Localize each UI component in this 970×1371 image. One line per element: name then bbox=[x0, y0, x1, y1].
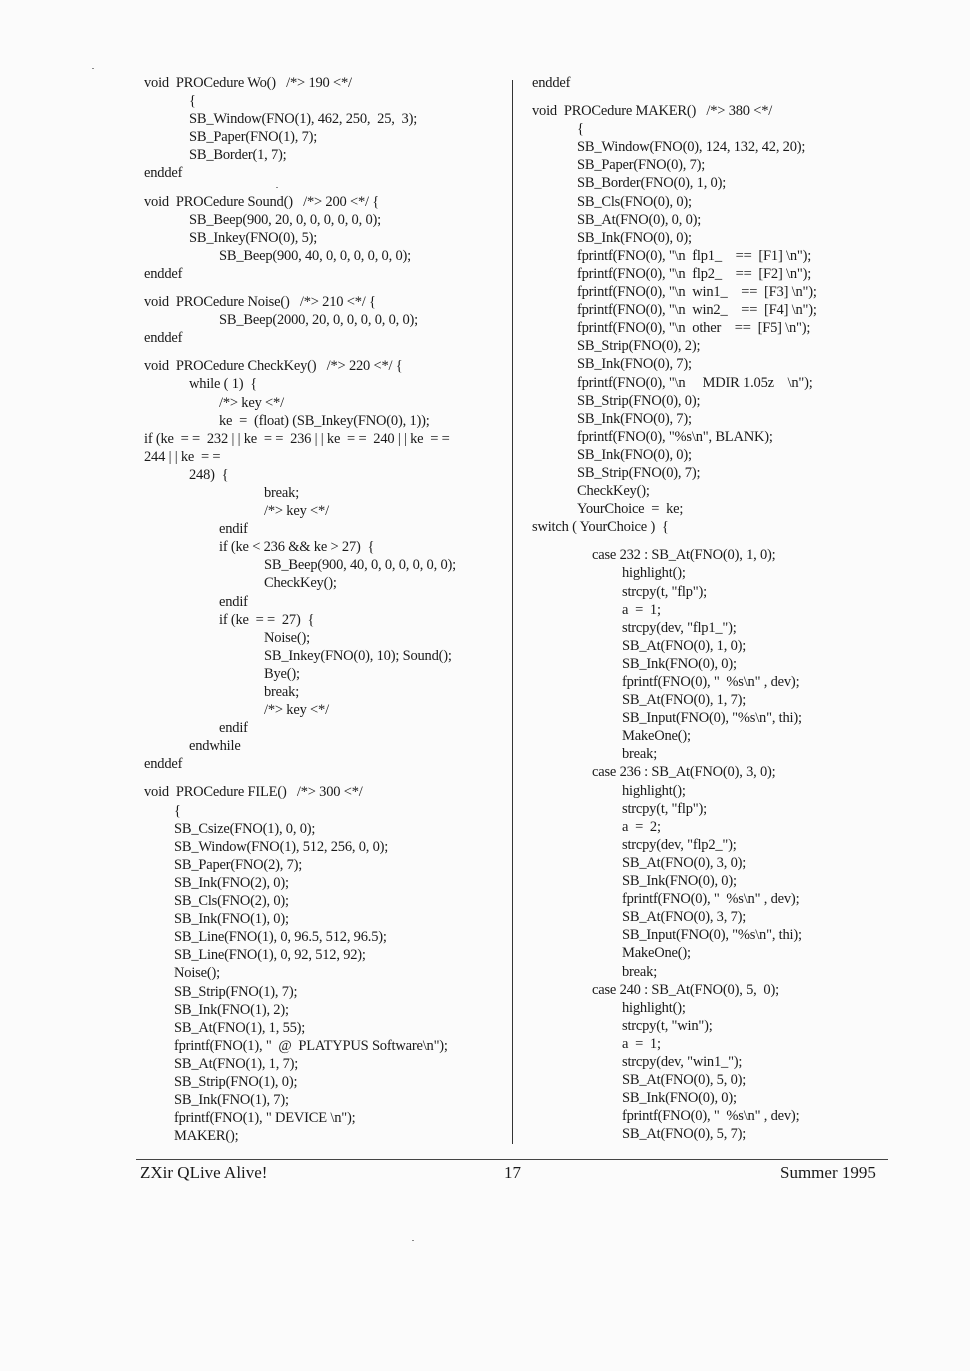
column-divider bbox=[512, 80, 513, 1144]
code-line: SB_Paper(FNO(1), 7); bbox=[189, 129, 318, 146]
code-line: SB_At(FNO(0), 5, 7); bbox=[622, 1126, 747, 1143]
code-line: CheckKey(); bbox=[577, 483, 650, 500]
code-line: SB_At(FNO(0), 1, 7); bbox=[622, 692, 747, 709]
code-line: enddef bbox=[144, 756, 183, 773]
code-line: /*> key <*/ bbox=[264, 503, 329, 520]
code-line: SB_Ink(FNO(0), 7); bbox=[577, 410, 692, 427]
code-line: strcpy(dev, "win1_"); bbox=[622, 1053, 743, 1070]
code-line: SB_At(FNO(1), 1, 55); bbox=[174, 1019, 306, 1036]
code-line: SB_Ink(FNO(2), 0); bbox=[174, 874, 289, 891]
code-line: void PROCedure MAKER() /*> 380 <*/ bbox=[532, 103, 773, 120]
line-gap bbox=[144, 773, 504, 783]
code-line: while ( 1) { bbox=[189, 376, 257, 393]
code-line: 248) { bbox=[189, 466, 229, 483]
code-line: /*> key <*/ bbox=[264, 702, 329, 719]
footer-publication: ZXir QLive Alive! bbox=[140, 1163, 268, 1182]
code-line: { bbox=[189, 93, 196, 110]
code-line: SB_At(FNO(0), 3, 0); bbox=[622, 854, 747, 871]
code-column-right bbox=[532, 74, 952, 1143]
code-line: break; bbox=[622, 963, 658, 980]
code-line: SB_Strip(FNO(0), 2); bbox=[577, 338, 701, 355]
code-line: fprintf(FNO(0), "\n flp1_ == [F1] \n"); bbox=[577, 247, 812, 264]
code-line: SB_Window(FNO(1), 512, 256, 0, 0); bbox=[174, 838, 389, 855]
footer-rule bbox=[136, 1159, 888, 1160]
code-line: SB_Window(FNO(0), 124, 132, 42, 20); bbox=[577, 139, 806, 156]
code-line: SB_Cls(FNO(0), 0); bbox=[577, 193, 692, 210]
code-line: SB_Paper(FNO(0), 7); bbox=[577, 157, 706, 174]
code-line: enddef bbox=[144, 330, 183, 347]
code-line: SB_Beep(2000, 20, 0, 0, 0, 0, 0, 0); bbox=[219, 312, 419, 329]
code-line: if (ke < 236 && ke > 27) { bbox=[219, 539, 375, 556]
code-line: SB_Border(1, 7); bbox=[189, 147, 287, 164]
code-line: highlight(); bbox=[622, 782, 686, 799]
code-line: SB_Ink(FNO(0), 0); bbox=[622, 1090, 737, 1107]
code-line: SB_Border(FNO(0), 1, 0); bbox=[577, 175, 727, 192]
code-line: SB_Beep(900, 40, 0, 0, 0, 0, 0, 0); bbox=[219, 247, 411, 264]
scan-speck bbox=[92, 68, 94, 69]
code-line: strcpy(dev, "flp2_"); bbox=[622, 836, 737, 853]
code-line: SB_Ink(FNO(1), 2); bbox=[174, 1001, 289, 1018]
code-column-left bbox=[144, 74, 504, 1145]
code-line: SB_Csize(FNO(1), 0, 0); bbox=[174, 820, 316, 837]
code-line: SB_Strip(FNO(0), 7); bbox=[577, 464, 701, 481]
code-line: endwhile bbox=[189, 738, 241, 755]
code-line: SB_Ink(FNO(0), 7); bbox=[577, 356, 692, 373]
code-line: void PROCedure Wo() /*> 190 <*/ bbox=[144, 75, 352, 91]
code-line: endif bbox=[219, 593, 248, 610]
code-line: SB_At(FNO(0), 1, 0); bbox=[622, 637, 747, 654]
code-line: fprintf(FNO(1), " DEVICE \n"); bbox=[174, 1110, 356, 1127]
code-line: strcpy(dev, "flp1_"); bbox=[622, 619, 737, 636]
code-line: fprintf(FNO(0), "\n win1_ == [F3] \n"); bbox=[577, 284, 817, 301]
code-line: { bbox=[174, 802, 181, 819]
code-line: SB_Cls(FNO(2), 0); bbox=[174, 893, 289, 910]
code-line: SB_At(FNO(0), 3, 7); bbox=[622, 909, 747, 926]
code-line: case 232 : SB_At(FNO(0), 1, 0); bbox=[592, 547, 776, 564]
code-line: SB_Ink(FNO(1), 7); bbox=[174, 1092, 289, 1109]
code-line: break; bbox=[264, 684, 300, 700]
code-line: SB_Inkey(FNO(0), 10); Sound(); bbox=[264, 647, 452, 664]
line-gap bbox=[144, 183, 504, 193]
line-gap bbox=[532, 92, 952, 102]
code-line: void PROCedure CheckKey() /*> 220 <*/ { bbox=[144, 358, 403, 375]
code-line: highlight(); bbox=[622, 565, 686, 582]
code-line: break; bbox=[264, 484, 300, 501]
code-line: case 240 : SB_At(FNO(0), 5, 0); bbox=[592, 981, 779, 998]
line-gap bbox=[532, 536, 952, 546]
code-line: SB_Ink(FNO(0), 0); bbox=[622, 873, 737, 890]
code-line: fprintf(FNO(0), "\n win2_ == [F4] \n"); bbox=[577, 302, 817, 319]
code-line: break; bbox=[622, 746, 658, 763]
code-line: fprintf(FNO(0), " %s\n" , dev); bbox=[622, 891, 800, 908]
code-line: fprintf(FNO(0), "%s\n", BLANK); bbox=[577, 428, 773, 445]
code-line: switch ( YourChoice ) { bbox=[532, 519, 669, 536]
code-line: a = 2; bbox=[622, 818, 661, 835]
code-line: SB_Line(FNO(1), 0, 92, 512, 92); bbox=[174, 947, 366, 964]
code-line: case 236 : SB_At(FNO(0), 3, 0); bbox=[592, 764, 776, 781]
code-line: void PROCedure Noise() /*> 210 <*/ { bbox=[144, 294, 376, 311]
code-line: highlight(); bbox=[622, 999, 686, 1016]
code-line: SB_Input(FNO(0), "%s\n", thi); bbox=[622, 927, 802, 944]
code-line: SB_Line(FNO(1), 0, 96.5, 512, 96.5); bbox=[174, 929, 387, 946]
code-line: SB_Ink(FNO(1), 0); bbox=[174, 911, 289, 928]
code-line: strcpy(t, "flp"); bbox=[622, 800, 707, 817]
code-line: if (ke = = 232 | | ke = = 236 | | ke = = 240 | | ke = = bbox=[144, 430, 450, 447]
code-line: MakeOne(); bbox=[622, 945, 691, 962]
code-line: if (ke = = 27) { bbox=[219, 611, 315, 628]
scan-speck bbox=[412, 1240, 414, 1241]
code-line: MAKER(); bbox=[174, 1128, 239, 1145]
code-line: SB_At(FNO(0), 0, 0); bbox=[577, 211, 702, 228]
code-line: SB_Window(FNO(1), 462, 250, 25, 3); bbox=[189, 111, 418, 128]
code-line: SB_Beep(900, 40, 0, 0, 0, 0, 0, 0); bbox=[264, 557, 456, 574]
code-line: SB_Ink(FNO(0), 0); bbox=[622, 655, 737, 672]
line-gap bbox=[144, 347, 504, 357]
code-line: Noise(); bbox=[264, 629, 310, 646]
code-line: YourChoice = ke; bbox=[577, 501, 684, 518]
code-line: enddef bbox=[532, 75, 571, 91]
code-line: SB_Input(FNO(0), "%s\n", thi); bbox=[622, 710, 802, 727]
footer-page-number: 17 bbox=[504, 1163, 521, 1182]
code-line: a = 1; bbox=[622, 601, 661, 618]
code-line: fprintf(FNO(0), " %s\n" , dev); bbox=[622, 1108, 800, 1125]
code-line: SB_Strip(FNO(1), 7); bbox=[174, 983, 298, 1000]
code-line: SB_Ink(FNO(0), 0); bbox=[577, 229, 692, 246]
code-line: SB_Beep(900, 20, 0, 0, 0, 0, 0, 0); bbox=[189, 211, 381, 228]
code-line: 244 | | ke = = bbox=[144, 448, 221, 465]
code-line: SB_At(FNO(0), 5, 0); bbox=[622, 1072, 747, 1089]
code-line: Noise(); bbox=[174, 965, 220, 982]
code-line: SB_Paper(FNO(2), 7); bbox=[174, 856, 303, 873]
code-line: SB_Inkey(FNO(0), 5); bbox=[189, 229, 318, 246]
code-line: strcpy(t, "flp"); bbox=[622, 583, 707, 600]
code-line: SB_Strip(FNO(1), 0); bbox=[174, 1073, 298, 1090]
code-line: strcpy(t, "win"); bbox=[622, 1017, 713, 1034]
code-line: MakeOne(); bbox=[622, 728, 691, 745]
code-line: enddef bbox=[144, 165, 183, 182]
code-line: Bye(); bbox=[264, 665, 300, 682]
code-line: a = 1; bbox=[622, 1035, 661, 1052]
code-line: endif bbox=[219, 720, 248, 737]
code-line: /*> key <*/ bbox=[219, 394, 284, 411]
code-line: fprintf(FNO(0), " %s\n" , dev); bbox=[622, 674, 800, 690]
code-line: void PROCedure Sound() /*> 200 <*/ { bbox=[144, 193, 380, 210]
code-line: void PROCedure FILE() /*> 300 <*/ bbox=[144, 784, 363, 801]
code-line: CheckKey(); bbox=[264, 575, 337, 592]
code-line: SB_Ink(FNO(0), 0); bbox=[577, 446, 692, 463]
line-gap bbox=[144, 283, 504, 293]
code-line: enddef bbox=[144, 265, 183, 282]
code-line: SB_Strip(FNO(0), 0); bbox=[577, 392, 701, 409]
code-line: SB_At(FNO(1), 1, 7); bbox=[174, 1055, 299, 1072]
code-line: fprintf(FNO(0), "\n MDIR 1.05z \n"); bbox=[577, 374, 813, 391]
code-line: fprintf(FNO(0), "\n flp2_ == [F2] \n"); bbox=[577, 265, 812, 282]
code-line: ke = (float) (SB_Inkey(FNO(0), 1)); bbox=[219, 412, 430, 429]
code-line: endif bbox=[219, 521, 248, 538]
code-line: fprintf(FNO(0), "\n other == [F5] \n"); bbox=[577, 320, 811, 337]
code-line: fprintf(FNO(1), " @ PLATYPUS Software\n"); bbox=[174, 1037, 448, 1054]
code-line: { bbox=[577, 121, 584, 138]
footer-issue: Summer 1995 bbox=[780, 1163, 876, 1182]
